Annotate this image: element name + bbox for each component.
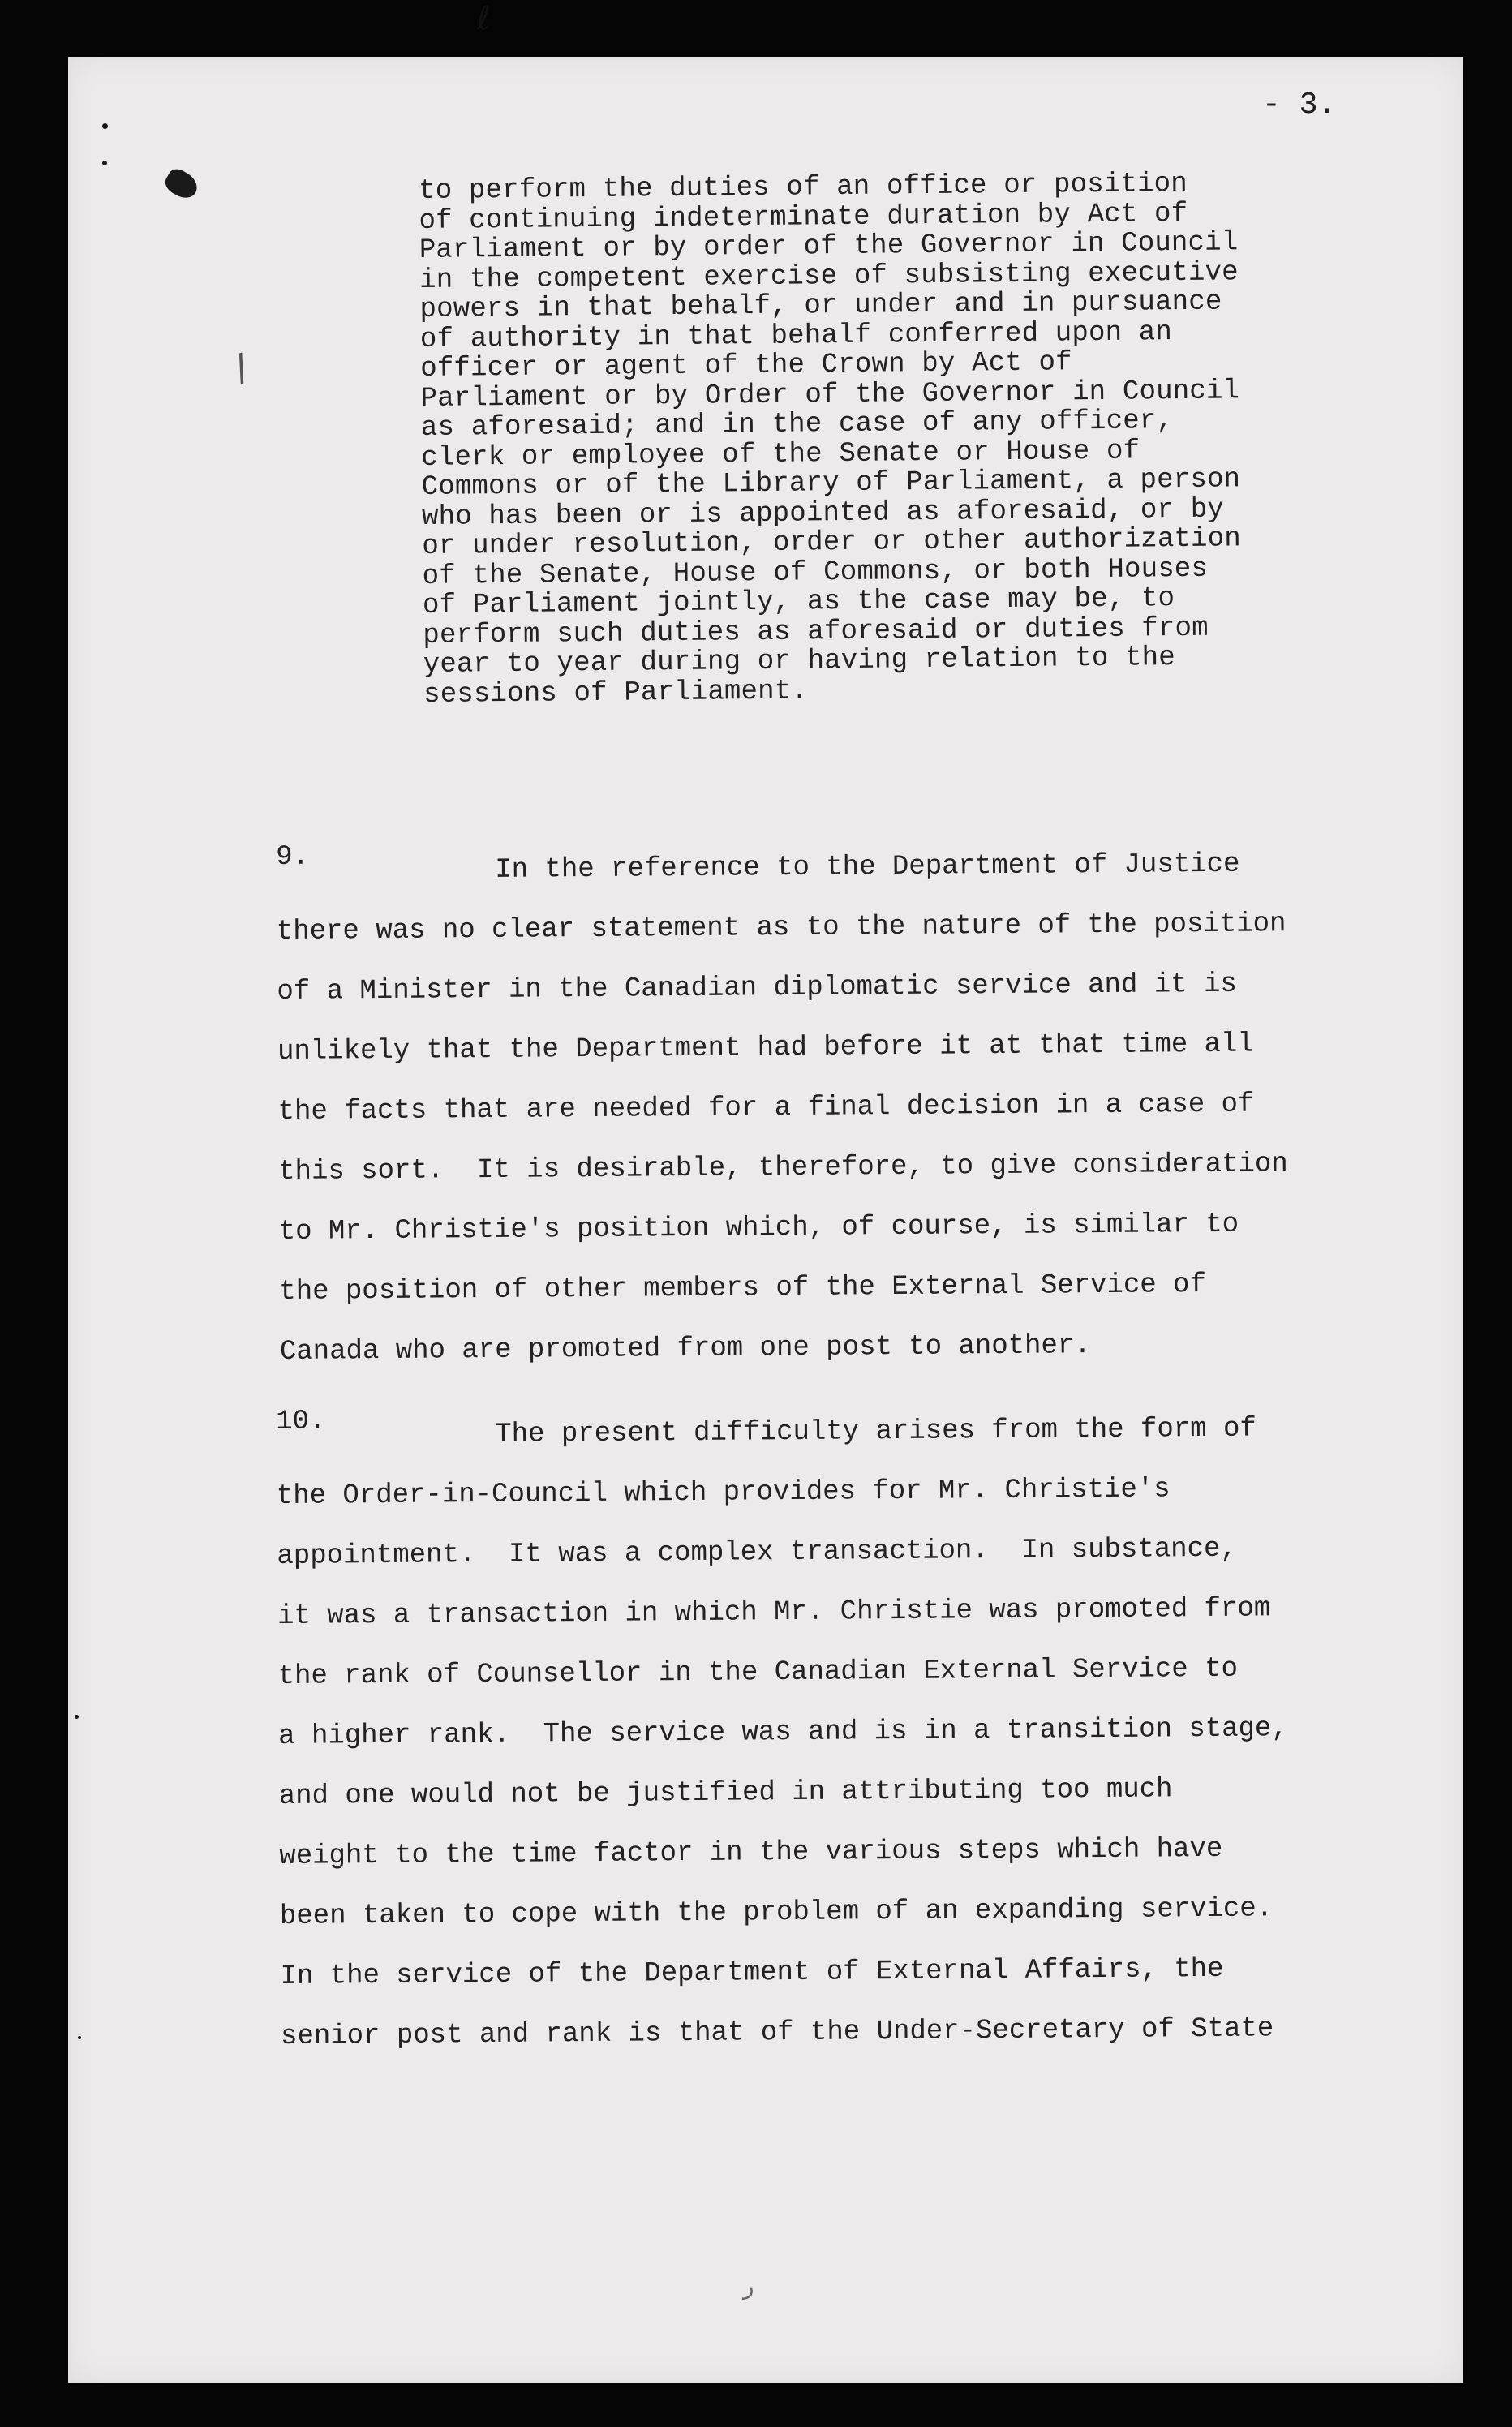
- text-line: In the service of the Department of External Affairs, the: [280, 1953, 1224, 1992]
- text-line: In the reference to the Department of Justice: [495, 848, 1240, 886]
- paragraph-number: 10.: [276, 1406, 326, 1437]
- text-line: there was no clear statement as to the nature of the position: [276, 909, 1286, 947]
- text-line: the position of other members of the External Service of: [279, 1269, 1207, 1308]
- text-line: it was a transaction in which Mr. Christie was promoted from: [277, 1593, 1271, 1632]
- text-line: perform such duties as aforesaid or duties from: [423, 612, 1209, 651]
- text-line: clerk or employee of the Senate or House of: [421, 435, 1140, 474]
- text-line: The present difficulty arises from the form of: [495, 1413, 1256, 1450]
- text-line: been taken to cope with the problem of an expanding service.: [279, 1893, 1274, 1932]
- text-line: who has been or is appointed as aforesaid, or by: [421, 493, 1225, 533]
- paragraph-10: [276, 1398, 1400, 2067]
- text-line: of the Senate, House of Commons, or both Houses: [422, 553, 1209, 592]
- text-line: this sort. It is desirable, therefore, to give consideration: [278, 1149, 1288, 1188]
- ink-mark: ﺭ: [743, 2273, 754, 2300]
- text-line: of authority in that behalf conferred upon an: [419, 316, 1173, 355]
- ink-speck: [78, 2036, 81, 2039]
- text-line: and one would not be justified in attributing too much: [278, 1774, 1173, 1812]
- text-line: unlikely that the Department had before it at that time all: [277, 1029, 1254, 1067]
- text-line: of continuing indeterminate duration by Act of: [419, 198, 1188, 237]
- ink-speck: [102, 161, 107, 165]
- text-line: a higher rank. The service was and is in a transition stage,: [278, 1713, 1288, 1752]
- text-line: the facts that are needed for a final decision in a case of: [277, 1089, 1255, 1128]
- text-line: Parliament or by Order of the Governor in Council: [420, 375, 1240, 415]
- text-line: in the competent exercise of subsisting executive: [419, 256, 1239, 296]
- quoted-statute-text: [419, 168, 1381, 710]
- text-line: sessions of Parliament.: [423, 675, 809, 711]
- text-line: of Parliament jointly, as the case may be, to: [422, 583, 1175, 621]
- text-line: Parliament or by order of the Governor in Council: [419, 227, 1239, 266]
- text-line: officer or agent of the Crown by Act of: [420, 347, 1072, 384]
- text-line: or under resolution, order or other authorization: [422, 523, 1242, 562]
- ink-speck: [102, 123, 108, 129]
- text-line: year to year during or having relation to the: [423, 642, 1176, 681]
- ink-speck: [75, 1715, 79, 1719]
- text-line: the rank of Counsellor in the Canadian External Service to: [277, 1653, 1239, 1692]
- text-line: as aforesaid; and in the case of any officer,: [420, 406, 1174, 444]
- text-line: weight to the time factor in the various steps which have: [279, 1833, 1223, 1872]
- text-line: the Order-in-Council which provides for Mr. Christie's: [276, 1474, 1171, 1512]
- text-line: powers in that behalf, or under and in pursuance: [419, 286, 1222, 325]
- text-line: to Mr. Christie's position which, of course, is similar to: [278, 1209, 1239, 1248]
- paragraph-number: 9.: [276, 841, 310, 873]
- page-number: - 3.: [1262, 88, 1337, 122]
- text-line: appointment. It was a complex transaction. In substance,: [277, 1533, 1237, 1572]
- text-line: of a Minister in the Canadian diplomatic service and it is: [277, 969, 1237, 1007]
- paragraph-9: [276, 833, 1399, 1382]
- text-line: senior post and rank is that of the Under-Secretary of State: [280, 2013, 1274, 2052]
- ink-mark: ℓ: [477, 0, 491, 37]
- ink-mark: /: [228, 346, 255, 389]
- text-line: Canada who are promoted from one post to another.: [279, 1330, 1091, 1368]
- text-line: to perform the duties of an office or position: [418, 168, 1188, 207]
- text-line: Commons or of the Library of Parliament, a person: [421, 464, 1241, 503]
